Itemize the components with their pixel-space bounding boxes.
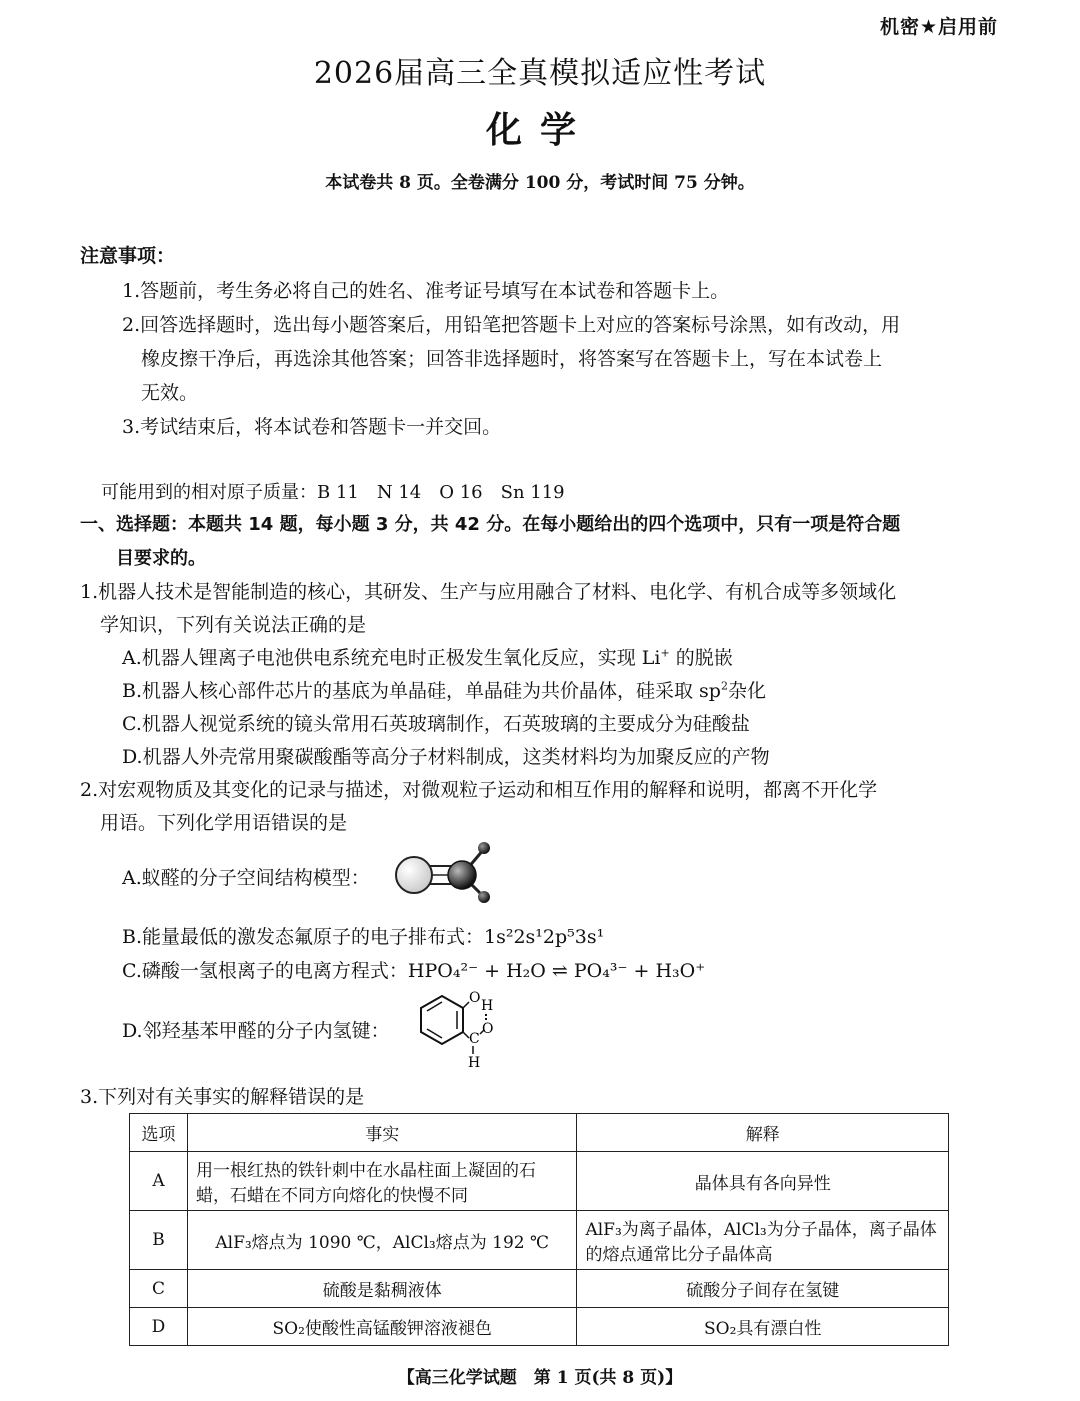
q2-option-c: C.磷酸一氢根离子的电离方程式：HPO₄²⁻ + H₂O ⇌ PO₄³⁻ + H₃O⁺ bbox=[122, 960, 706, 982]
table-header-row bbox=[130, 1114, 949, 1152]
formaldehyde-model-figure bbox=[392, 835, 504, 907]
notice-item-3: 3.考试结束后，将本试卷和答题卡一并交回。 bbox=[122, 416, 502, 438]
page-footer: 【高三化学试题 第 1 页(共 8 页)】 bbox=[397, 1368, 683, 1388]
cell-option: B bbox=[130, 1211, 188, 1270]
q2-option-d: D.邻羟基苯甲醛的分子内氢键： bbox=[122, 1020, 390, 1042]
struct-o1: O bbox=[469, 990, 481, 1006]
cell-explanation: AlF₃为离子晶体，AlCl₃为分子晶体，离子晶体的熔点通常比分子晶体高 bbox=[577, 1211, 949, 1270]
section-heading: 一、选择题：本题共 14 题，每小题 3 分，共 42 分。在每小题给出的四个选项中，只有一项是符合题 bbox=[80, 514, 901, 535]
table-row bbox=[130, 1152, 949, 1211]
notice-item-2-end: 无效。 bbox=[141, 382, 199, 404]
table-row bbox=[130, 1308, 949, 1346]
hydrogen-bond-structure-figure bbox=[414, 988, 514, 1070]
cell-explanation: SO₂具有漂白性 bbox=[577, 1308, 949, 1346]
exam-title: 2026届高三全真模拟适应性考试 bbox=[313, 56, 767, 91]
col-header-option: 选项 bbox=[130, 1114, 188, 1152]
confidential-label: 机密★启用前 bbox=[879, 16, 998, 38]
q1-stem: 1.机器人技术是智能制造的核心，其研发、生产与应用融合了材料、电化学、有机合成等多领域化 bbox=[80, 581, 897, 603]
struct-h1: H bbox=[481, 998, 494, 1014]
cell-option: A bbox=[130, 1152, 188, 1211]
atomic-masses: 可能用到的相对原子质量：B 11 N 14 O 16 Sn 119 bbox=[101, 482, 565, 503]
q2-stem-cont: 用语。下列化学用语错误的是 bbox=[100, 812, 348, 834]
table-row bbox=[130, 1270, 949, 1308]
struct-o2: O bbox=[482, 1021, 494, 1037]
cell-fact: 硫酸是黏稠液体 bbox=[187, 1270, 577, 1308]
notice-heading: 注意事项： bbox=[80, 245, 176, 267]
cell-option: D bbox=[130, 1308, 188, 1346]
q1-stem-cont: 学知识，下列有关说法正确的是 bbox=[100, 614, 367, 636]
cell-fact: 用一根红热的铁针刺中在水晶柱面上凝固的石蜡，石蜡在不同方向熔化的快慢不同 bbox=[187, 1152, 577, 1211]
q2-option-a: A.蚁醛的分子空间结构模型： bbox=[122, 867, 370, 889]
cell-explanation: 硫酸分子间存在氢键 bbox=[577, 1270, 949, 1308]
q1-option-b: B.机器人核心部件芯片的基底为单晶硅，单晶硅为共价晶体，硅采取 $sp^2$杂化 bbox=[122, 679, 766, 702]
struct-c: C bbox=[469, 1031, 480, 1047]
cell-fact: SO₂使酸性高锰酸钾溶液褪色 bbox=[187, 1308, 577, 1346]
notice-item-2-cont: 橡皮擦干净后，再选涂其他答案；回答非选择题时，将答案写在答题卡上，写在本试卷上 bbox=[141, 348, 883, 370]
cell-fact: AlF₃熔点为 1090 ℃，AlCl₃熔点为 192 ℃ bbox=[187, 1211, 577, 1270]
exam-intro: 本试卷共 8 页。全卷满分 100 分，考试时间 75 分钟。 bbox=[325, 173, 755, 193]
section-heading-cont: 目要求的。 bbox=[116, 548, 206, 569]
subject-title: 化学 bbox=[485, 110, 594, 151]
table-row bbox=[130, 1211, 949, 1270]
cell-explanation: 晶体具有各向异性 bbox=[577, 1152, 949, 1211]
cell-option: C bbox=[130, 1270, 188, 1308]
q1-option-c: C.机器人视觉系统的镜头常用石英玻璃制作，石英玻璃的主要成分为硅酸盐 bbox=[122, 713, 750, 735]
q2-stem: 2.对宏观物质及其变化的记录与描述，对微观粒子运动和相互作用的解释和说明，都离不开化学 bbox=[80, 779, 878, 801]
notice-item-1: 1.答题前，考生务必将自己的姓名、准考证号填写在本试卷和答题卡上。 bbox=[122, 280, 730, 302]
q2-option-b: B.能量最低的激发态氟原子的电子排布式：1s²2s¹2p⁵3s¹ bbox=[122, 926, 605, 948]
q3-stem: 3.下列对有关事实的解释错误的是 bbox=[80, 1086, 365, 1108]
q1-option-a: A.机器人锂离子电池供电系统充电时正极发生氧化反应，实现 Li+ 的脱嵌 bbox=[122, 646, 733, 669]
notice-item-2: 2.回答选择题时，选出每小题答案后，用铅笔把答题卡上对应的答案标号涂黑，如有改动，用 bbox=[122, 314, 901, 336]
col-header-explanation: 解释 bbox=[577, 1114, 949, 1152]
q1-option-d: D.机器人外壳常用聚碳酸酯等高分子材料制成，这类材料均为加聚反应的产物 bbox=[122, 746, 770, 768]
facts-table bbox=[129, 1113, 949, 1346]
struct-h2: H bbox=[468, 1055, 481, 1070]
col-header-fact: 事实 bbox=[187, 1114, 577, 1152]
